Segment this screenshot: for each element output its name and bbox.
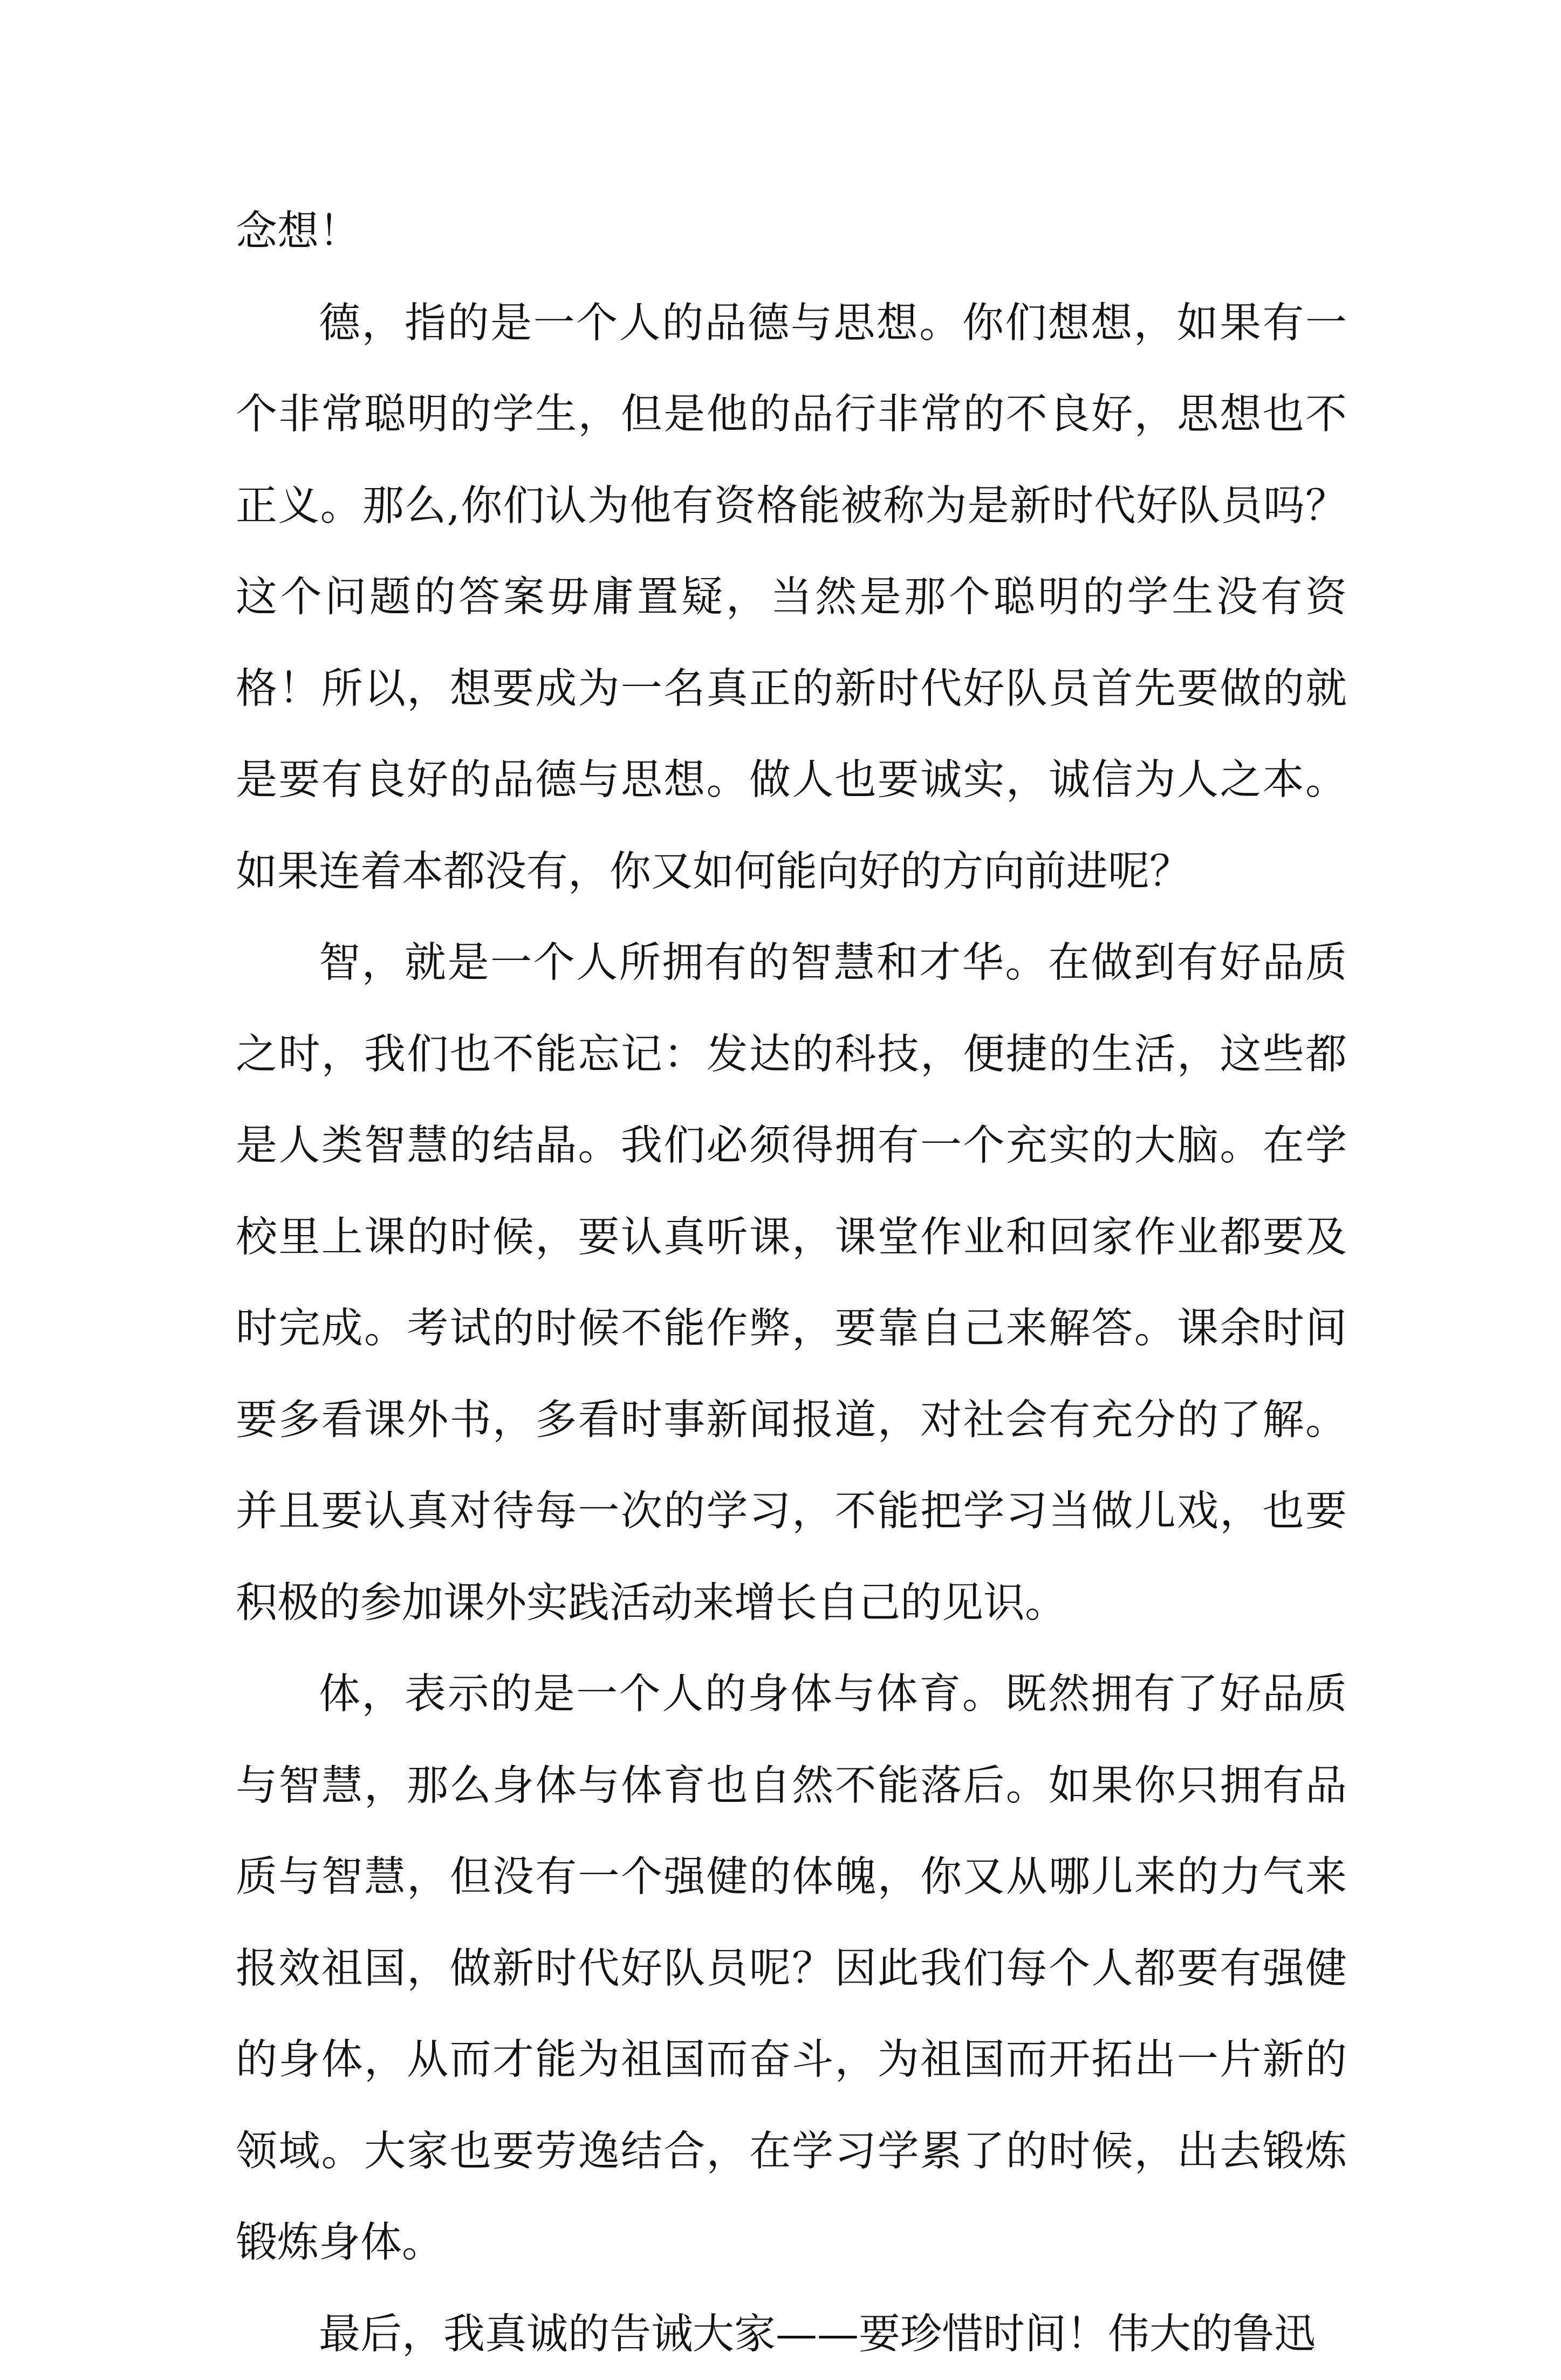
paragraph-ti: 体，表示的是一个人的身体与体育。既然拥有了好品质与智慧，那么身体与体育也自然不能落后。如果你只拥有品质与智慧，但没有一个强健的体魄，你又从哪儿来的力气来报效祖国，做新时代好队员呢？因此我们每个人都要有强健的身体，从而才能为祖国而奋斗，为祖国而开拓出一片新的领域。大家也要劳逸结合，在学习学累了的时候，出去锻炼锻炼身体。 <box>236 1649 1347 2289</box>
paragraph: 念想！ <box>236 186 1347 278</box>
paragraph-zhi: 智，就是一个人所拥有的智慧和才华。在做到有好品质之时，我们也不能忘记：发达的科技，便捷的生活，这些都是人类智慧的结晶。我们必须得拥有一个充实的大脑。在学校里上课的时候，要认真听课，课堂作业和回家作业都要及时完成。考试的时候不能作弊，要靠自己来解答。课余时间要多看课外书，多看时事新闻报道，对社会有充分的了解。并且要认真对待每一次的学习，不能把学习当做儿戏，也要积极的参加课外实践活动来增长自己的见识。 <box>236 917 1347 1649</box>
body-text <box>236 186 1347 2380</box>
paragraph-de: 德，指的是一个人的品德与思想。你们想想，如果有一个非常聪明的学生，但是他的品行非常的不良好，思想也不正义。那么,你们认为他有资格能被称为是新时代好队员吗？这个问题的答案毋庸置疑，当然是那个聪明的学生没有资格！所以，想要成为一名真正的新时代好队员首先要做的就是要有良好的品德与思想。做人也要诚实，诚信为人之本。如果连着本都没有，你又如何能向好的方向前进呢？ <box>236 278 1347 918</box>
paragraph-closing: 最后，我真诚的告诫大家——要珍惜时间！伟大的鲁迅 <box>236 2289 1347 2380</box>
